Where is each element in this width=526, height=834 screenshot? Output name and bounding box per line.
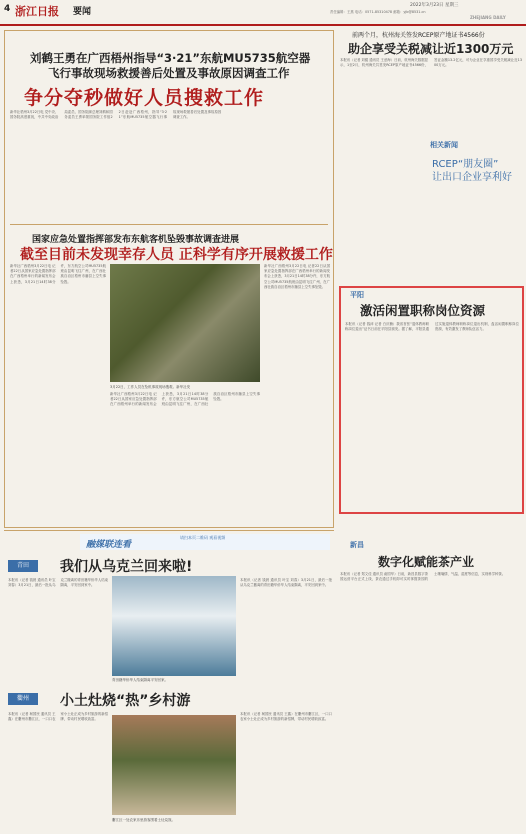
xinchang-headline[interactable]: 数字化赋能茶产业: [378, 555, 475, 569]
rcep-headline[interactable]: 助企享受关税减让近1300万元: [348, 42, 514, 56]
ukraine-body: 本报讯（记者 钱晨 通讯员 叶宝 刘春）3月21日，最后一批从乌克兰撤离的青田籍华侨华人结束隔离，平安回到家中。: [8, 578, 108, 588]
ukraine-headline[interactable]: 我们从乌克兰回来啦!: [60, 559, 193, 575]
related-news-label[interactable]: 相关新闻: [430, 141, 458, 149]
quzhou-tag: 衢州: [8, 693, 38, 705]
stove-photo-caption: 衢江区一处农家乐里游客围着土灶烧饭。: [112, 818, 175, 822]
english-name: ZHEJIANG DAILY: [470, 15, 506, 20]
second-story-body-right: 新华社广西梧州3月22日电 记者22日从国家应急处置指挥部在广西梧州举行的新闻发布会上获悉，3月21日14时38分许，东方航空公司MU5735航班由昆明飞往广州，在广西壮族自治区梧州市藤县上空失事坠毁。: [264, 264, 330, 289]
stove-body: 本报讯（记者 柯国民 通讯员 王鑫）在衢州市衢江区，一口口农家小土灶正成为乡村旅游的新招牌，带动村民增收致富。: [8, 712, 108, 722]
pingyang-headline[interactable]: 激活闲置职称岗位资源: [360, 303, 486, 318]
nurse-photo-caption: 青田籍华侨华人结束隔离平安回家。: [112, 678, 168, 682]
related-title-line-2[interactable]: 让出口企业享利好: [432, 172, 512, 183]
page-number: 4: [4, 4, 11, 14]
paper-name: 浙江日报: [15, 5, 59, 18]
xinchang-tag: 新昌: [350, 541, 364, 549]
section-name: 要闻: [73, 7, 92, 17]
nurse-photo[interactable]: [112, 576, 236, 676]
second-story-body-below: 新华社广西梧州3月22日电 记者22日从国家应急处置指挥部在广西梧州举行的新闻发布会上获悉，3月21日14时38分许，东方航空公司MU5735航班由昆明飞往广州，在广西壮族自治区梧州市藤县上空失事坠毁。: [110, 392, 260, 407]
divider: [10, 224, 328, 225]
main-headline[interactable]: 争分夺秒做好人员搜救工作: [24, 87, 265, 109]
rcep-body: 本报讯（记者 刘健 通讯员 王爱海）日前，杭州海关数据显示，1至2月，杭州海关共签发RCEP原产地证书4566份，签证金额13.2亿元，可为企业在享惠国享受关税减让近1300万元。: [340, 58, 522, 68]
xinchang-body: 本报讯（记者 郑文佳 通讯员 俞国华）日前，新昌县数字茶园运营平台正式上线，茶农通过手机即可实时掌握茶园的土壤墒情、气温、湿度等信息，实现科学种茶。: [340, 572, 506, 582]
media-banner-title: 融媒联连看: [86, 540, 132, 550]
main-story-body: 新华社梧州3月22日电 党中央、国务院高度重视，中共中央政治局委员、国务院副总理刘鹤和国务委员王勇率领国务院工作组22日赶赴广西梧州，指导“3·21”东航MU5735航空器飞行事故现场救援善后处置及事故原因调查工作。: [10, 110, 222, 120]
rcep-headline-line-1[interactable]: 前两个月，杭州海关签发RCEP原产地证书4566份: [352, 32, 485, 39]
second-story-body: 新华社广西梧州3月22日电 记者22日从国家应急处置指挥部在广西梧州举行的新闻发布会上获悉，3月21日14时38分许，东方航空公司MU5735航班由昆明飞往广州，在广西壮族自治区梧州市藤县上空失事坠毁。: [10, 264, 106, 284]
media-banner-subtitle: 请扫本页二维码 观看视频: [180, 535, 226, 540]
qingtian-tag: 青田: [8, 560, 38, 572]
main-headline-line-2[interactable]: 飞行事故现场救援善后处置及事故原因调查工作: [48, 66, 290, 80]
related-title-line-1[interactable]: RCEP“朋友圈”: [432, 159, 499, 170]
stove-body-right: 本报讯（记者 柯国民 通讯员 王鑫）在衢州市衢江区，一口口农家小土灶正成为乡村旅游的新招牌，带动村民增收致富。: [240, 712, 332, 722]
ukraine-body-right: 本报讯（记者 钱晨 通讯员 叶宝 刘春）3月21日，最后一批从乌克兰撤离的青田籍华侨华人结束隔离，平安回到家中。: [240, 578, 332, 588]
editor-meta: 责任编辑：王燕 电话：0571-85310478 邮箱：yjb@8531.cn: [330, 10, 426, 14]
second-headline[interactable]: 截至目前未发现幸存人员 正科学有序开展救援工作: [20, 247, 333, 263]
rescue-photo[interactable]: [110, 264, 260, 382]
divider: [4, 530, 334, 531]
pingyang-body: 本报讯（记者 钱沛 记者 白庆楠）我省首张“退休教师职称岗位退出”证书日前在平阳县颁发。据了解，平阳县通过实施退休教师职称岗位退出机制，盘活闲置职称岗位资源，有效激发了教师队伍活力。: [345, 322, 519, 332]
issue-date: 2022年3月23日 星期三: [410, 3, 459, 8]
second-headline-line-1[interactable]: 国家应急处置指挥部发布东航客机坠毁事故调查进展: [32, 235, 240, 245]
stove-photo[interactable]: [112, 715, 236, 815]
pingyang-tag: 平阳: [350, 291, 364, 299]
rescue-photo-caption: 3月22日，工作人员在坠机事故现场搜救。新华社发: [110, 385, 191, 389]
stove-headline[interactable]: 小土灶烧“热”乡村游: [60, 693, 191, 709]
main-headline-line-1[interactable]: 刘鹤王勇在广西梧州指导“3·21”东航MU5735航空器: [30, 51, 311, 65]
